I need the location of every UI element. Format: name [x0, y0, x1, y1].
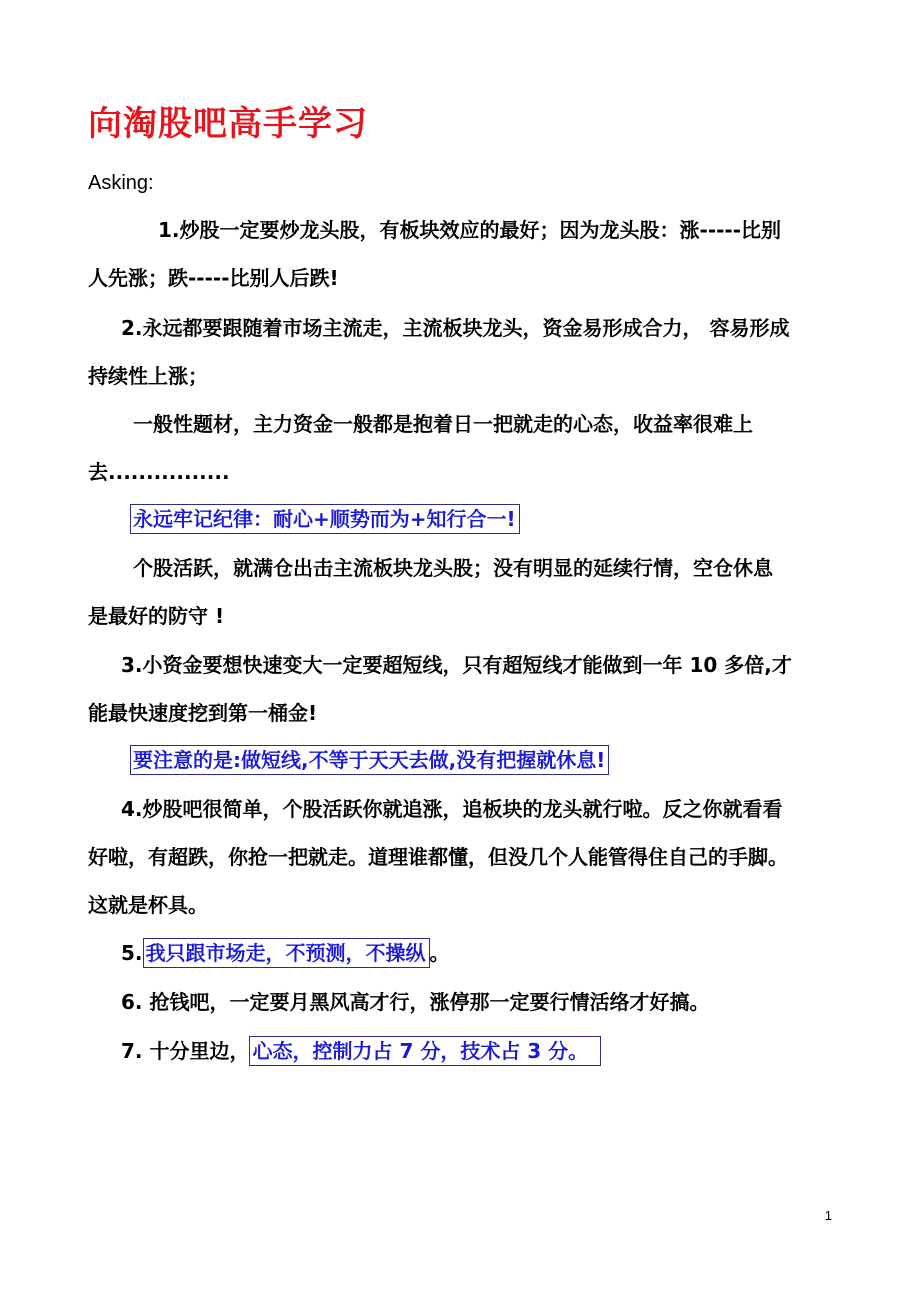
- paragraph-2-line-1: 2.永远都要跟随着市场主流走，主流板块龙头，资金易形成合力， 容易形成: [121, 316, 790, 340]
- page-number: 1: [824, 1208, 832, 1223]
- market-follow-callout: 我只跟市场走，不预测，不操纵: [143, 938, 430, 968]
- document-title: 向淘股吧高手学习: [88, 104, 368, 144]
- paragraph-7-prefix: 5.: [121, 941, 143, 965]
- mindset-callout: 心态，控制力占 7 分，技术占 3 分。: [249, 1036, 601, 1066]
- paragraph-1-line-1: 1.炒股一定要炒龙头股，有板块效应的最好；因为龙头股：涨-----比别: [158, 218, 782, 242]
- asking-label: Asking:: [88, 172, 154, 194]
- paragraph-5-line-2: 能最快速度挖到第一桶金!: [88, 701, 318, 725]
- paragraph-6-line-2: 好啦，有超跌，你抢一把就走。道理谁都懂，但没几个人能管得住自己的手脚。: [88, 845, 788, 869]
- paragraph-1-line-2: 人先涨；跌-----比别人后跌!: [88, 266, 339, 290]
- paragraph-4-line-2: 是最好的防守 !: [88, 604, 225, 628]
- short-term-callout: 要注意的是:做短线,不等于天天去做,没有把握就休息!: [130, 745, 609, 775]
- paragraph-6-line-1: 4.炒股吧很简单，个股活跃你就追涨，追板块的龙头就行啦。反之你就看看: [121, 797, 783, 821]
- paragraph-9: [121, 1039, 601, 1063]
- paragraph-7: [121, 941, 450, 965]
- paragraph-8: 6. 抢钱吧，一定要月黑风高才行，涨停那一定要行情活络才好搞。: [121, 990, 710, 1014]
- paragraph-7-suffix: 。: [429, 941, 450, 965]
- paragraph-2-line-2: 持续性上涨；: [88, 364, 208, 388]
- paragraph-4-line-1: 个股活跃，就满仓出击主流板块龙头股；没有明显的延续行情，空仓休息: [133, 556, 773, 580]
- paragraph-3-line-2: 去................: [88, 460, 230, 484]
- paragraph-9-prefix: 7. 十分里边，: [121, 1039, 250, 1063]
- paragraph-3-line-1: 一般性题材，主力资金一般都是抱着日一把就走的心态，收益率很难上: [133, 412, 753, 436]
- discipline-callout: 永远牢记纪律：耐心+顺势而为+知行合一!: [130, 504, 520, 534]
- paragraph-5-line-1: 3.小资金要想快速变大一定要超短线，只有超短线才能做到一年 10 多倍,才: [121, 653, 792, 677]
- paragraph-6-line-3: 这就是杯具。: [88, 893, 208, 917]
